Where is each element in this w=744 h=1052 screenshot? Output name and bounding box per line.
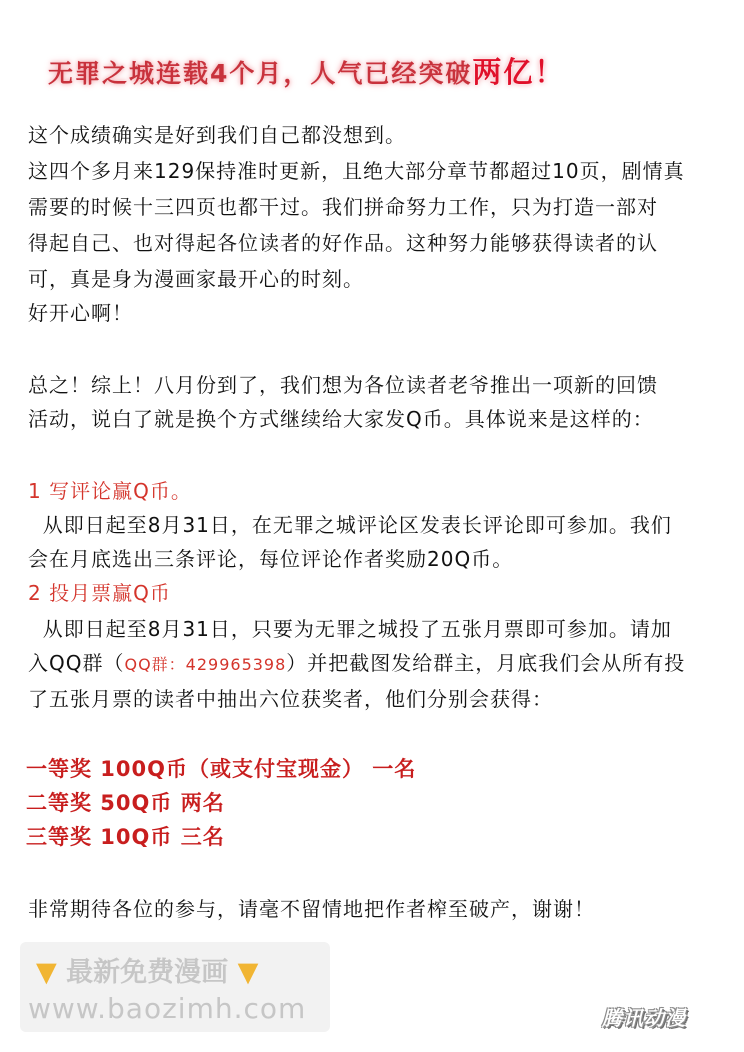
prize-second: 二等奖 50Q币 两名 bbox=[26, 791, 225, 815]
activity-line: 会在月底选出三条评论，每位评论作者奖励20Q币。 bbox=[28, 547, 514, 571]
qq-group-number: QQ群：429965398 bbox=[124, 655, 287, 674]
watermark-text-1: 最新免费漫画 bbox=[66, 957, 229, 988]
paragraph-line: 好开心啊！ bbox=[28, 301, 133, 325]
prize-first: 一等奖 100Q币（或支付宝现金） 一名 bbox=[26, 757, 417, 781]
paragraph-line: 得起自己、也对得起各位读者的好作品。这种努力能够获得读者的认 bbox=[28, 231, 658, 255]
activity-line: 从即日起至8月31日，只要为无罪之城投了五张月票即可参加。请加 bbox=[28, 617, 672, 641]
watermark-line-1 bbox=[36, 950, 258, 989]
announcement-title bbox=[48, 52, 565, 94]
activity-line-with-qq bbox=[28, 648, 685, 680]
activity-line: 了五张月票的读者中抽出六位获奖者，他们分别会获得： bbox=[28, 687, 553, 711]
title-emphasis: 两亿！ bbox=[472, 55, 566, 89]
watermark bbox=[20, 942, 330, 1032]
tencent-comic-logo: 腾讯动漫 bbox=[602, 1006, 686, 1030]
activity-line-suffix: ）并把截图发给群主，月底我们会从所有投 bbox=[286, 651, 686, 675]
activity-heading: 1 写评论赢Q币。 bbox=[28, 479, 192, 503]
paragraph-line: 可，真是身为漫画家最开心的时刻。 bbox=[28, 267, 364, 291]
paragraph-line: 总之！综上！八月份到了，我们想为各位读者老爷推出一项新的回馈 bbox=[28, 373, 658, 397]
pointing-down-hand-icon: ▼ bbox=[237, 957, 259, 988]
activity-heading: 2 投月票赢Q币 bbox=[28, 581, 171, 605]
paragraph-line: 活动，说白了就是换个方式继续给大家发Q币。具体说来是这样的： bbox=[28, 407, 654, 431]
prize-third: 三等奖 10Q币 三名 bbox=[26, 825, 225, 849]
activity-line-prefix: 入QQ群（ bbox=[28, 651, 125, 675]
title-main: 无罪之城连载4个月，人气已经突破 bbox=[48, 59, 473, 88]
paragraph-line: 这四个多月来129保持准时更新，且绝大部分章节都超过10页，剧情真 bbox=[28, 159, 685, 183]
pointing-down-hand-icon: ▼ bbox=[36, 957, 57, 988]
activity-line: 从即日起至8月31日，在无罪之城评论区发表长评论即可参加。我们 bbox=[28, 513, 672, 537]
paragraph-line: 需要的时候十三四页也都干过。我们拼命努力工作，只为打造一部对 bbox=[28, 195, 658, 219]
paragraph-line: 这个成绩确实是好到我们自己都没想到。 bbox=[28, 123, 406, 147]
watermark-line-2: www.baozimh.com bbox=[28, 992, 307, 1025]
closing-line: 非常期待各位的参与，请毫不留情地把作者榨至破产，谢谢！ bbox=[28, 897, 595, 921]
